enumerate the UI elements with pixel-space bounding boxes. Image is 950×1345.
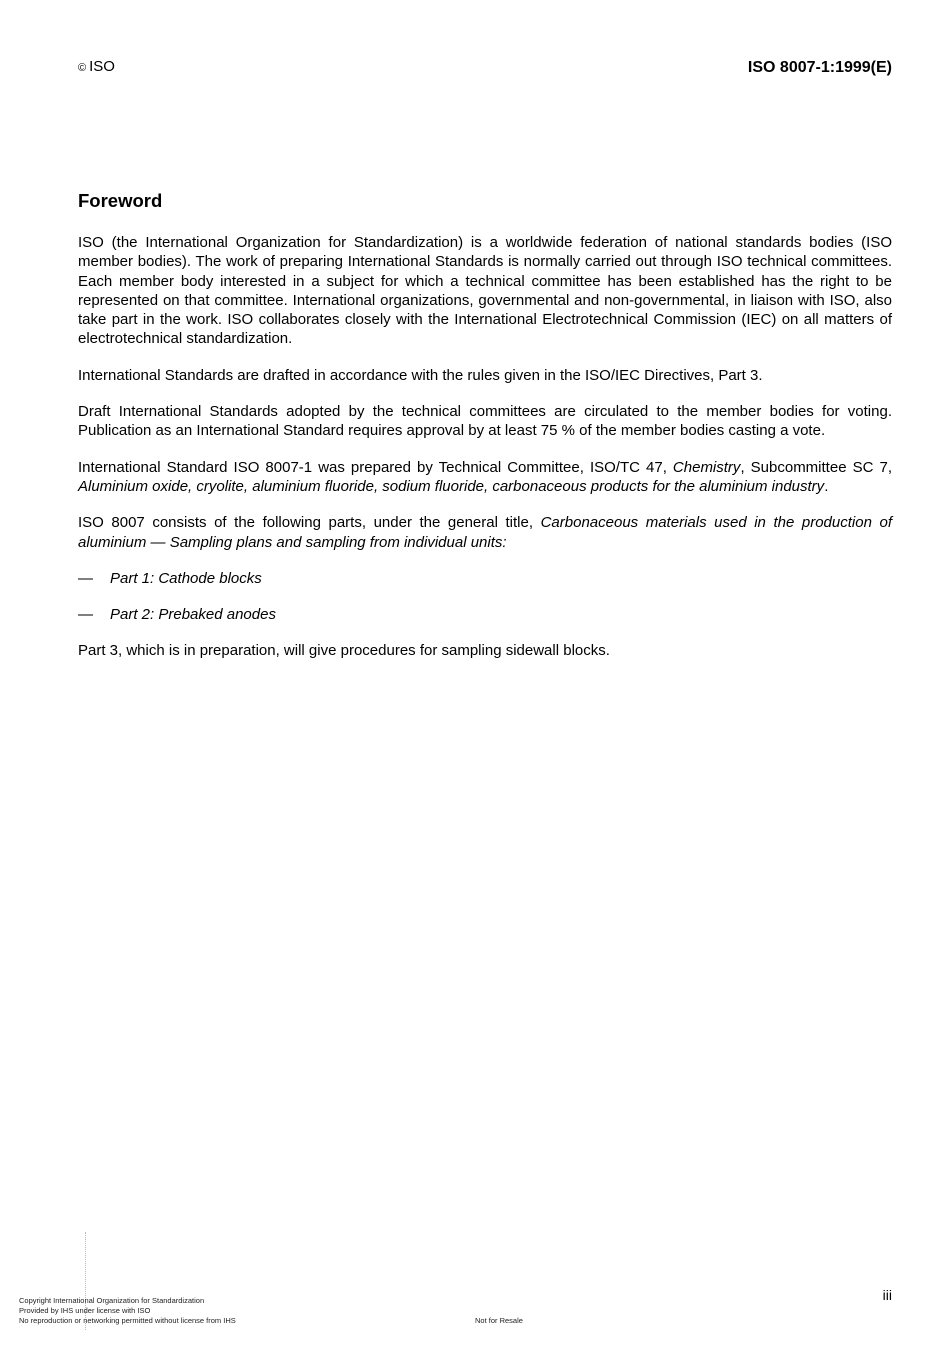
paragraph-drafting-rules: International Standards are drafted in accordance with the rules given in the ISO/IEC Directives, Part 3. (78, 366, 763, 384)
tc-chemistry: Chemistry (672, 458, 741, 476)
parts-general-title: Carbonaceous materials used in the production of aluminium — Sampling plans and sampling from individual units: (78, 514, 892, 551)
copyright-symbol: © (78, 62, 87, 74)
tc-text-c: . (824, 477, 829, 495)
tc-text-b: , Subcommittee SC 7, (740, 458, 892, 476)
list-dash: — (78, 606, 93, 624)
foreword-body (78, 233, 892, 678)
list-item-part-2 (78, 605, 892, 624)
tc-subcommittee-title: Aluminium oxide, cryolite, aluminium fluoride, sodium fluoride, carbonaceous products for the aluminium industry (78, 477, 825, 495)
paragraph-voting: Draft International Standards adopted by the technical committees are circulated to the member bodies for voting. Publication as an International Standard requires approval by at least 75 % of the member bodies casting a vote. (78, 403, 892, 440)
not-for-resale-label: Not for Resale (475, 1316, 523, 1325)
foreword-title: Foreword (78, 190, 163, 211)
document-id: ISO 8007-1:1999(E) (747, 59, 892, 76)
list-item-part-1 (78, 569, 892, 588)
header-org: ISO (89, 58, 115, 75)
paragraph-iso-federation: ISO (the International Organization for Standardization) is a worldwide federation of national standards bodies (ISO member bodies). The work of preparing International Standards is normally carried out through ISO technical committees. Each member body interested in a subject for which a technical committee has been established has the right to be represented on that committee. International organizations, governmental and non-governmental, in liaison with ISO, also take part in the work. ISO collaborates closely with the International Electrotechnical Commission (IEC) on all matters of electrotechnical standardization. (78, 234, 892, 348)
paragraph-parts-intro (78, 513, 892, 552)
tc-text-a: International Standard ISO 8007-1 was prepared by Technical Committee, ISO/TC 47, (78, 458, 673, 476)
list-item-text: Part 2: Prebaked anodes (110, 606, 276, 624)
paragraph-part-3: Part 3, which is in preparation, will give procedures for sampling sidewall blocks. (78, 642, 610, 660)
footer-line-3: No reproduction or networking permitted without license from IHS (19, 1316, 236, 1325)
list-dash: — (78, 569, 93, 587)
list-item-text: Part 1: Cathode blocks (110, 569, 262, 587)
header-copyright (78, 58, 115, 75)
footer-line-2: Provided by IHS under license with ISO (19, 1306, 151, 1315)
footer-line-1: Copyright International Organization for Standardization (19, 1296, 205, 1305)
paragraph-technical-committee (78, 458, 892, 497)
copyright-footer (19, 1296, 236, 1326)
parts-intro-text: ISO 8007 consists of the following parts, under the general title, (78, 514, 541, 532)
page-number: iii (882, 1287, 892, 1303)
